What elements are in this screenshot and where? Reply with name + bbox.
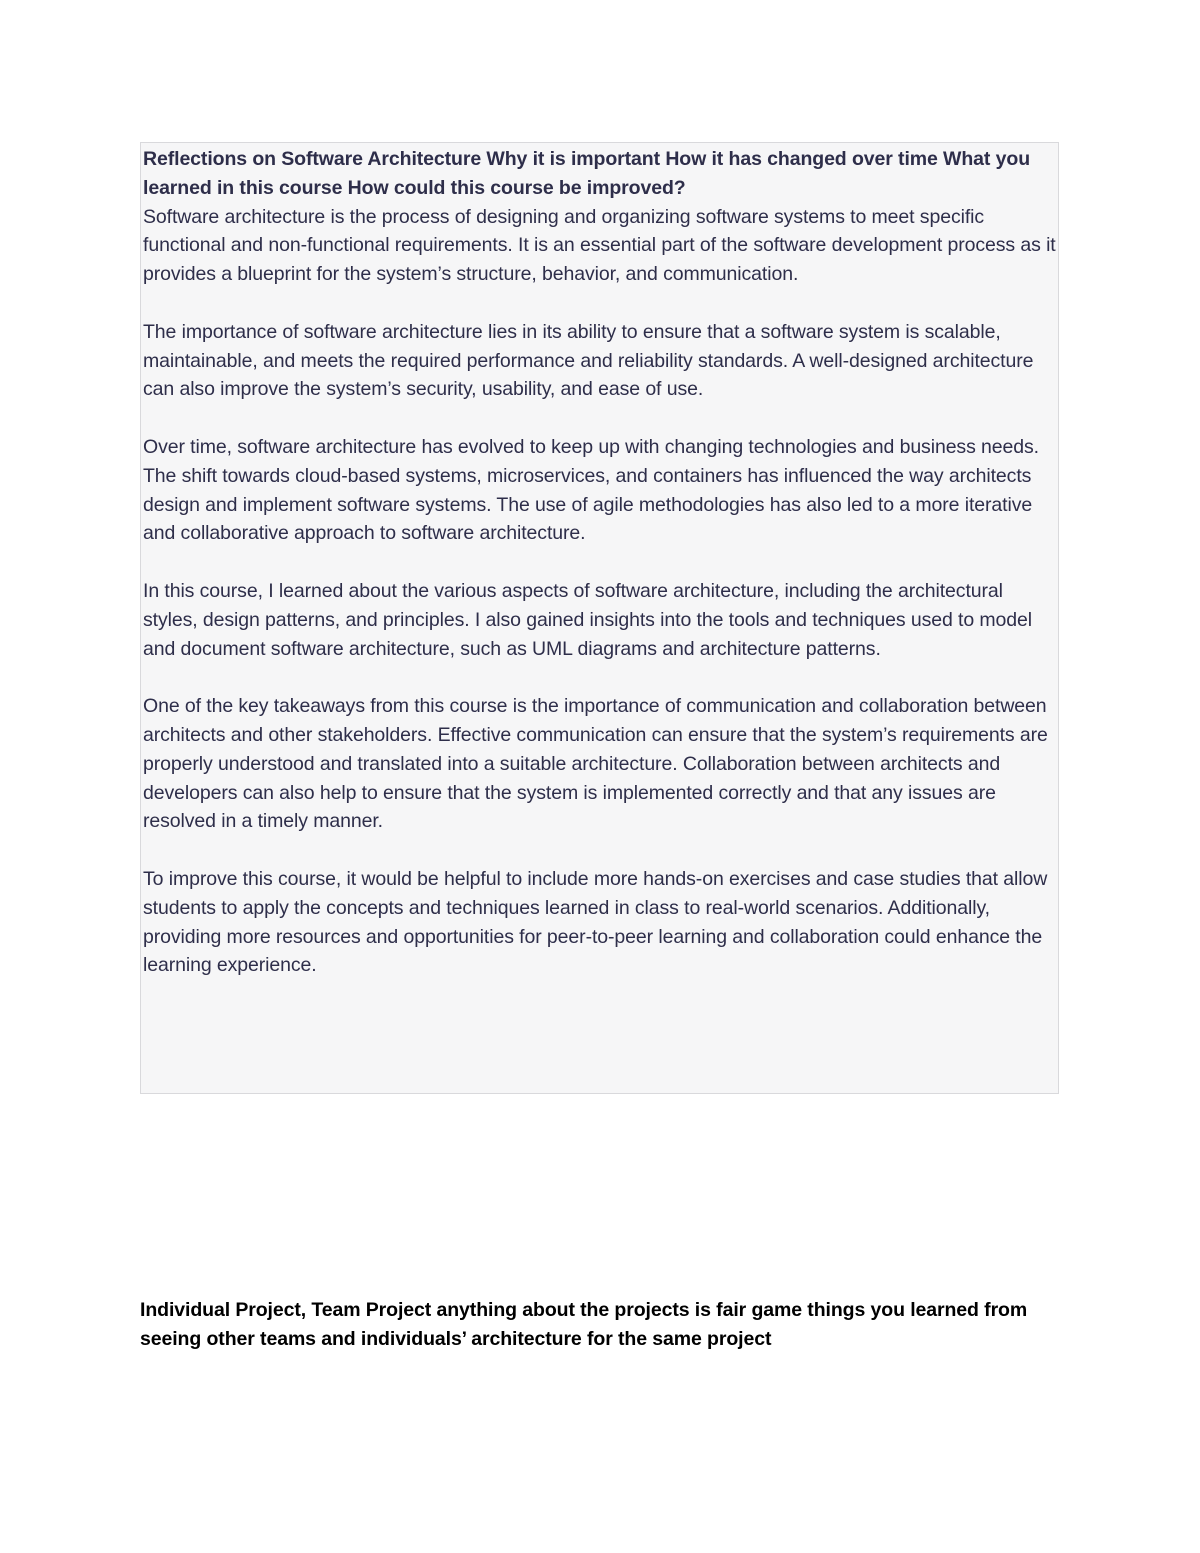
paragraph-definition: Software architecture is the process of designing and organizing software systems to meet specific functional and non-functional requirements. It is an essential part of the software development process as it provides a blueprint for the system’s structure, behavior, and communication. (143, 205, 1056, 286)
paragraph-takeaways: One of the key takeaways from this course is the importance of communication and collaboration between architects and other stakeholders. Effective communication can ensure that the system’s requirements are properly understood and translated into a suitable architecture. Collaboration between architects and developers can also help to ensure that the system is implemented correctly and that any issues are resolved in a timely manner. (143, 695, 1048, 833)
reflection-heading: Reflections on Software Architecture Why it is important How it has changed over time What you learned in this course How could this course be improved? (143, 148, 1031, 199)
reflection-text-box (140, 142, 1059, 1094)
paragraph-evolution: Over time, software architecture has evolved to keep up with changing technologies and business needs. The shift towards cloud-based systems, microservices, and containers has influenced the way architects design and implement software systems. The use of agile methodologies has also led to a more iterative and collaborative approach to software architecture. (143, 435, 1039, 545)
paragraph-importance: The importance of software architecture lies in its ability to ensure that a software system is scalable, maintainable, and meets the required performance and reliability standards. A well-designed architecture can also improve the system’s security, usability, and ease of use. (143, 320, 1034, 401)
project-prompt-note: Individual Project, Team Project anything about the projects is fair game things you learned from seeing other teams and individuals’ architecture for the same project (140, 1299, 1028, 1350)
paragraph-improvements: To improve this course, it would be helpful to include more hands-on exercises and case studies that allow students to apply the concepts and techniques learned in class to real-world scenarios. Additionally, providing more resources and opportunities for peer-to-peer learning and collaboration could enhance the learning experience. (143, 867, 1048, 977)
paragraph-learned: In this course, I learned about the various aspects of software architecture, including the architectural styles, design patterns, and principles. I also gained insights into the tools and techniques used to model and document software architecture, such as UML diagrams and architecture patterns. (143, 579, 1033, 660)
